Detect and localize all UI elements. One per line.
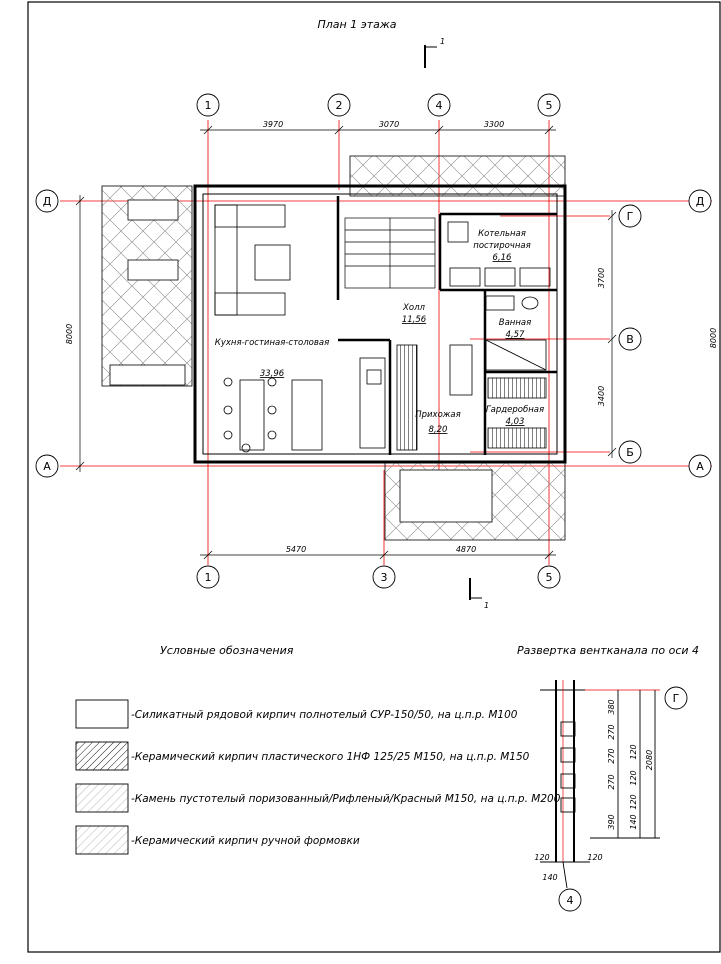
room-boiler-name: Котельная [478,229,526,239]
svg-text:120: 120 [629,794,638,810]
room-entry-area: 8,20 [428,425,448,435]
svg-text:120: 120 [629,770,638,786]
dim-top-2: 3070 [378,120,400,129]
dim-top-1: 3970 [262,120,284,129]
section-mark-bottom-label: 1 [484,601,490,610]
room-entry-name: Прихожая [415,410,461,420]
svg-text:2080: 2080 [645,749,654,771]
svg-text:120: 120 [587,853,603,862]
room-wardrobe-area: 4,03 [505,417,525,427]
room-bath-name: Ванная [498,318,532,328]
svg-text:Б: Б [626,446,634,459]
dim-left: 8000 [65,323,74,345]
dim-far-right: 8000 [709,327,718,349]
dim-right-2: 3400 [597,385,606,407]
section-mark-bottom [470,578,482,600]
svg-text:4: 4 [435,99,443,112]
plan-title: План 1 этажа [317,18,397,31]
svg-text:5: 5 [545,99,553,112]
legend-title: Условные обозначения [160,644,294,657]
svg-text:2: 2 [335,99,343,112]
svg-text:В: В [626,333,634,346]
svg-text:270: 270 [607,748,616,764]
vent-dims [534,699,654,882]
svg-text:5: 5 [545,571,553,584]
room-boiler-area: 6,16 [492,253,512,263]
svg-text:270: 270 [607,774,616,790]
svg-text:380: 380 [607,699,616,715]
svg-text:120: 120 [629,744,638,760]
legend-swatches [76,700,128,854]
svg-text:Д: Д [695,195,705,208]
sheet-frame [28,2,720,952]
room-hall-area: 11,56 [401,315,427,325]
svg-text:1: 1 [204,99,212,112]
room-wardrobe-name: Гардеробная [485,405,545,415]
staircase [345,218,435,288]
svg-text:А: А [43,460,51,473]
room-kitchen-area: 33,96 [259,369,285,379]
dim-right-1: 3700 [597,267,606,289]
svg-text:390: 390 [607,814,616,830]
room-boiler-name2: постирочная [473,241,531,251]
wardrobe-shelves [397,345,546,450]
top-terrace [350,156,565,196]
svg-text:1: 1 [204,571,212,584]
svg-text:140: 140 [542,873,558,882]
svg-text:Д: Д [42,195,52,208]
section-mark-top-label: 1 [440,37,446,46]
dim-top-3: 3300 [483,120,505,129]
room-hall-name: Холл [403,303,425,313]
legend-item-3: -Камень пустотелый поризованный/Рифленый/Красный М150, на ц.п.р. М200 [131,793,561,805]
vent-title: Развертка вентканала по оси 4 [517,644,700,657]
vent-axis-bottom-label: 4 [566,894,574,907]
svg-text:270: 270 [607,724,616,740]
room-kitchen-name: Кухня-гостиная-столовая [214,338,330,348]
section-mark-top [425,45,437,68]
legend-item-4: -Керамический кирпич ручной формовки [131,835,360,847]
svg-text:А: А [696,460,704,473]
room-bath-area: 4,57 [505,330,525,340]
svg-text:120: 120 [534,853,550,862]
vent-axis-top-label: Г [672,692,680,705]
svg-text:Г: Г [626,210,634,223]
legend-item-1: -Силикатный рядовой кирпич полнотелый СУР-150/50, на ц.п.р. М100 [131,709,518,721]
dim-bottom-2: 4870 [455,545,477,554]
svg-text:140: 140 [629,814,638,830]
dim-bottom-1: 5470 [285,545,307,554]
legend-item-2: -Керамический кирпич пластического 1НФ 125/25 М150, на ц.п.р. М150 [131,751,530,763]
svg-text:3: 3 [380,571,388,584]
